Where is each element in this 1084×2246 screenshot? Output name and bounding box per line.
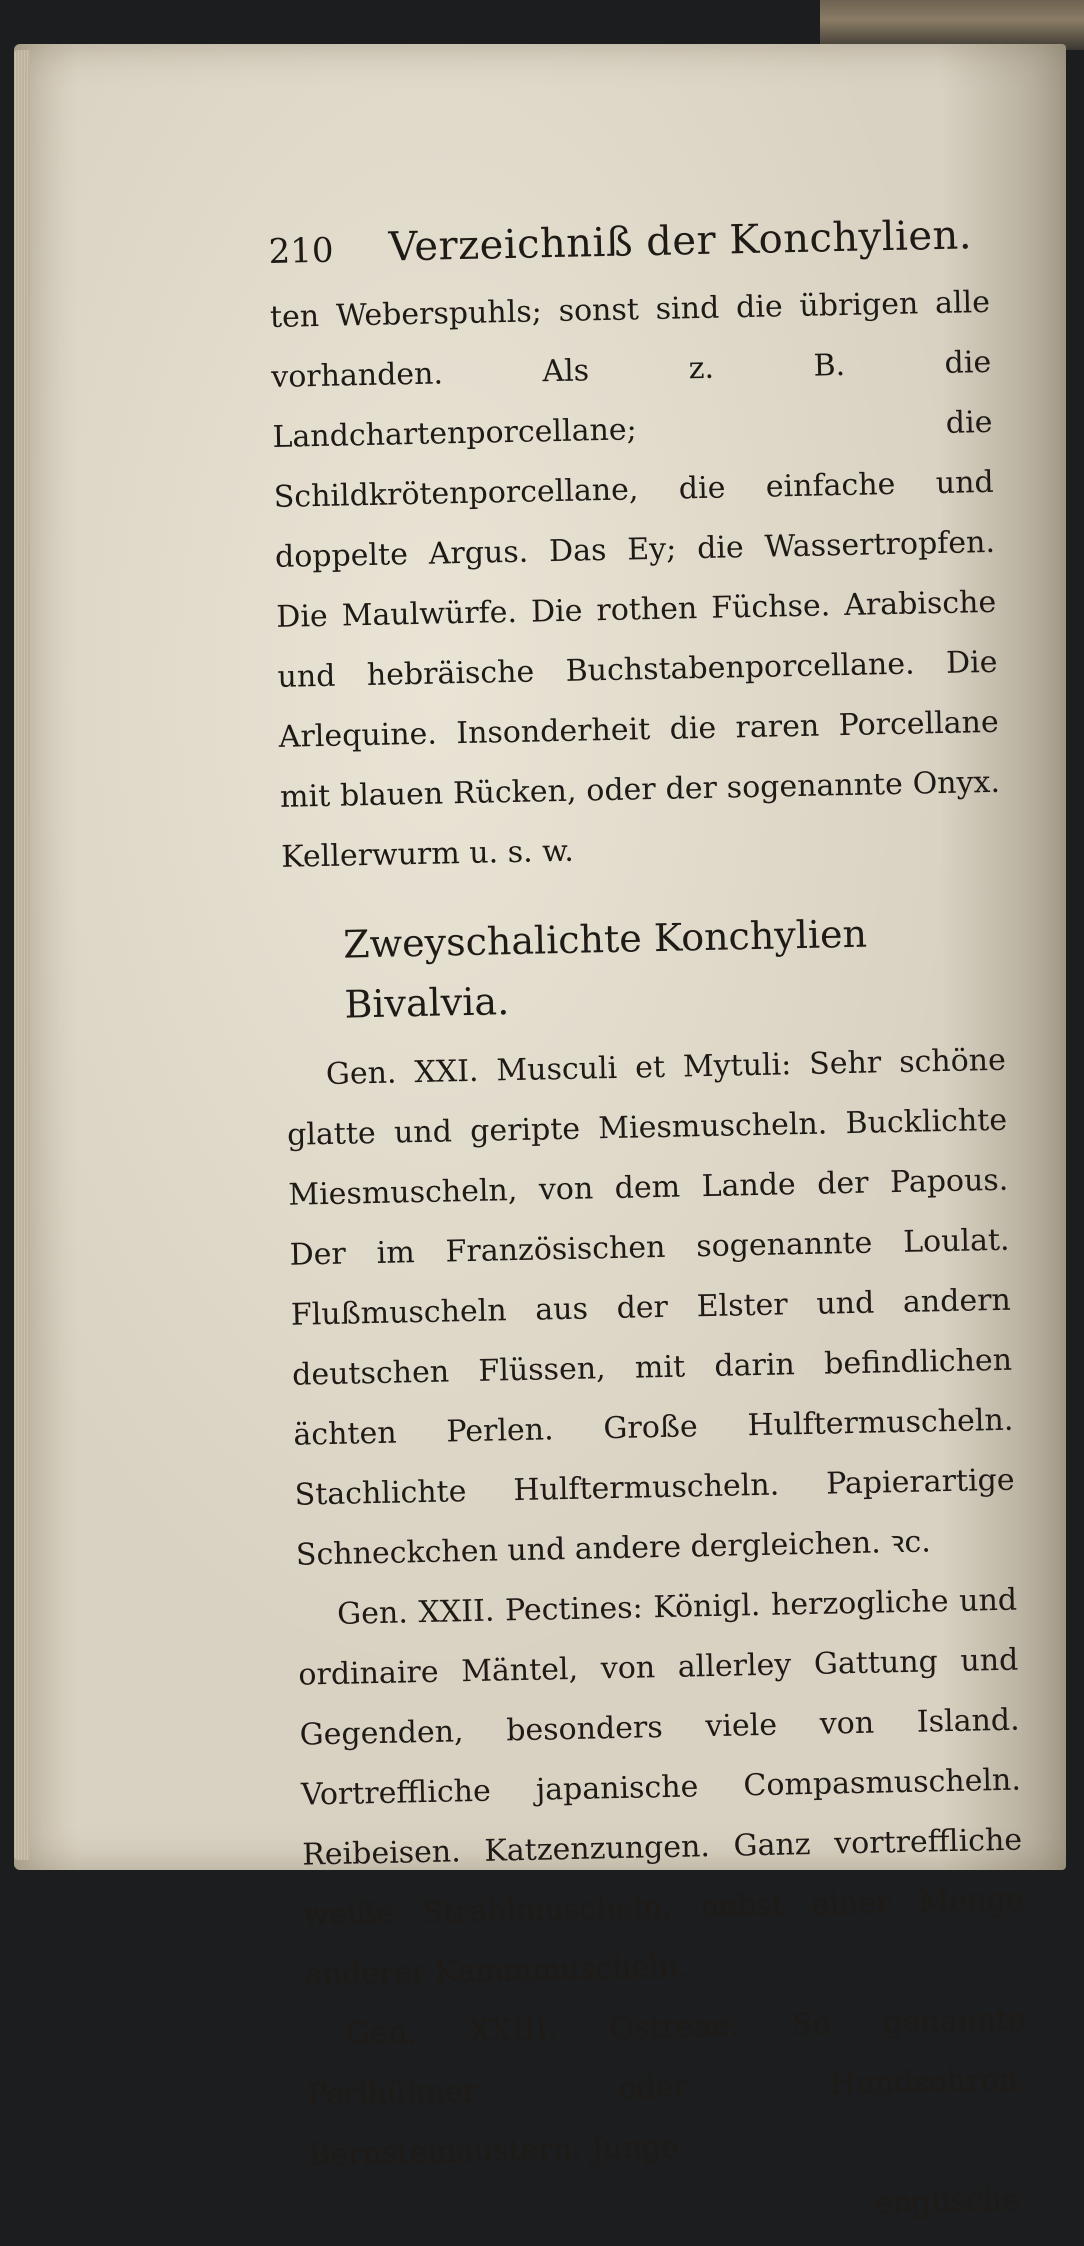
section-heading: Zweyschalichte Konchylien Bivalvia.: [342, 911, 868, 1027]
genus-label: Gen. XXIII. Ostreae:: [345, 2008, 740, 2052]
genus-label: Gen. XXII. Pectines:: [336, 1590, 644, 1632]
genus-text: Sehr schöne glatte und geripte Miesmuscheln. Bucklichte Miesmuscheln, von dem Lande der Papous. Der im Französischen sogenannte Loulat. Flußmuscheln aus der Elster und andern deutschen Flüssen, mit darin befindlichen ächten Perlen. Große Hulftermuscheln. Stachlichte Hulftermuscheln. Papierartige Schneckchen und andere dergleichen. ꝛc.: [286, 1042, 1015, 1573]
genus-entry-22: [297, 1571, 1026, 2006]
genus-entry-21: [285, 1031, 1016, 1586]
page-text-block: [268, 205, 1030, 2246]
genus-text: So genannte Perlhühner oder Hundsohren. Bernsteinaustern. Junge: [306, 2002, 1028, 2173]
intro-paragraph-text: ten Weberspuhls; sonst sind die übrigen alle vorhanden. Als z. B. die Landchartenporcellane; die Schildkrötenporcellane, die einfache und doppelte Argus. Das Ey; die Wassertropfen. Die Maulwürfe. Die rothen Füchse. Arabische und hebräische Buchstabenporcellane. Die Arlequine. Insonderheit die raren Porcellane mit blauen Rücken, oder der sogenannte Onyx. Kellerwurm u. s. w.: [269, 284, 1001, 875]
running-title: Verzeichniß der Konchylien.: [388, 212, 973, 271]
genus-label: Gen. XXI. Musculi et Mytuli:: [325, 1047, 792, 1092]
genus-text: Königl. herzogliche und ordinaire Mäntel, von allerley Gattung und Gegenden, besonders viele von Island. Vortreffliche japanische Compasmuscheln. Reibeisen. Katzenzungen. Ganz vortreffliche weiße Strahlmuscheln, nebst einer Menge anderer Kammmuscheln.: [298, 1582, 1024, 1993]
catchword: englische: [874, 2182, 1021, 2221]
page-number: 210: [268, 230, 334, 272]
page-stack-edge: [14, 50, 30, 1860]
intro-paragraph: [269, 273, 1001, 888]
book-top-edge: [820, 0, 1084, 50]
genus-entry-23: [305, 1991, 1029, 2186]
